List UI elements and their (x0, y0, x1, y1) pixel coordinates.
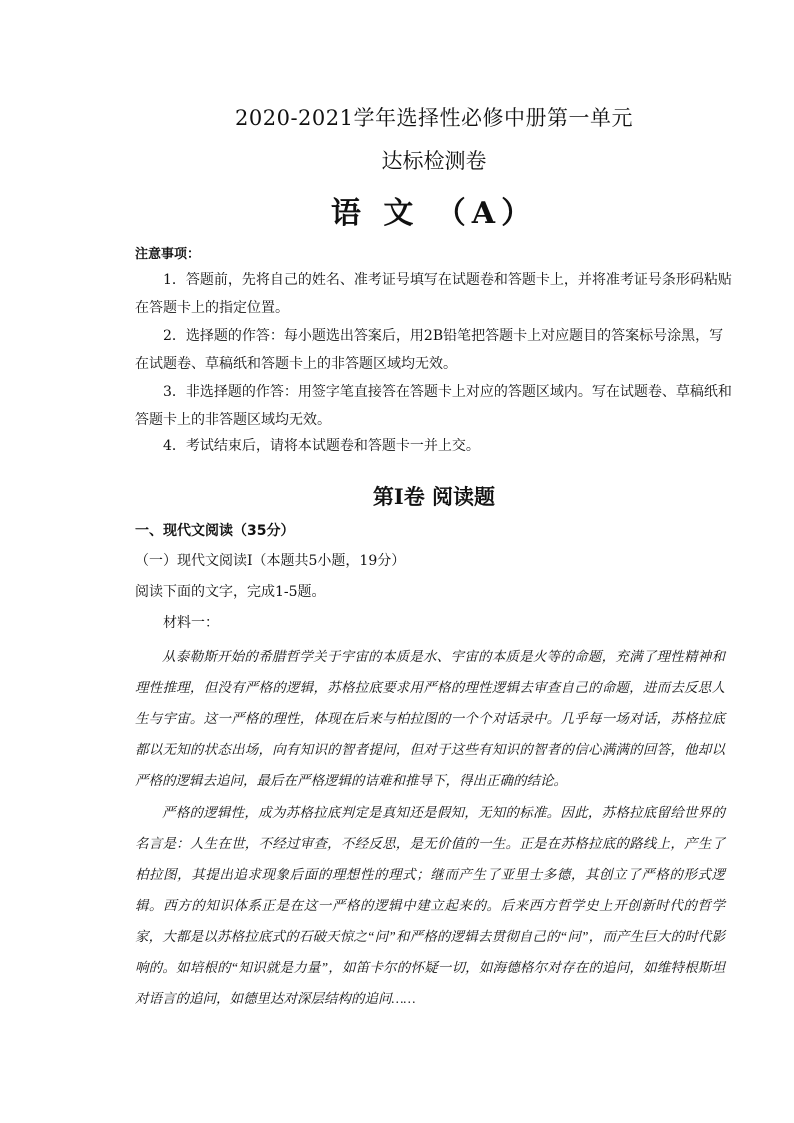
notice-item-3: 3．非选择题的作答：用签字笔直接答在答题卡上对应的答题区域内。写在试题卷、草稿纸和答题卡上的非答题区域均无效。 (135, 384, 732, 428)
subject-title: 语 文 （A） (330, 196, 538, 231)
exam-title: 2020-2021学年选择性必修中册第一单元 (235, 106, 633, 130)
exam-subtitle: 达标检测卷 (381, 149, 487, 173)
part1-heading: 一、现代文阅读（35分） (135, 523, 295, 539)
section-title: 第Ⅰ卷 阅读题 (372, 484, 496, 509)
notice-item-2: 2．选择题的作答：每小题选出答案后，用2B铅笔把答题卡上对应题目的答案标号涂黑，写在试题卷、草稿纸和答题卡上的非答题区域均无效。 (135, 328, 724, 372)
material-label: 材料一： (163, 615, 219, 631)
reading-instruction: 阅读下面的文字，完成1-5题。 (135, 584, 326, 600)
notice-heading: 注意事项： (135, 247, 201, 262)
part1-subheading: （一）现代文阅读Ⅰ（本题共5小题，19分） (135, 553, 406, 569)
material-paragraph-2: 严格的逻辑性，成为苏格拉底判定是真知还是假知，无知的标准。因此，苏格拉底留给世界的名言是：人生在世，不经过审查，不经反思，是无价值的一生。正是在苏格拉底的路线上，产生了柏拉图，其提出追求现象后面的理想性的理式；继而产生了亚里士多德，其创立了严格的形式逻辑。西方的知识体系正是在这一严格的逻辑中建立起来的。后来西方哲学史上开创新时代的哲学家，大都是以苏格拉底式的石破天惊之“问”和严格的逻辑去贯彻自己的“问”，而产生巨大的时代影响的。如培根的“知识就是力量”，如笛卡尔的怀疑一切，如海德格尔对存在的追问，如维特根斯坦对语言的追问，如德里达对深层结构的追问…… (135, 805, 725, 1006)
material-paragraph-1: 从泰勒斯开始的希腊哲学关于宇宙的本质是水、宇宙的本质是火等的命题，充满了理性精神和理性推理，但没有严格的逻辑，苏格拉底要求用严格的理性逻辑去审查自己的命题，进而去反思人生与宇宙。这一严格的理性，体现在后来与柏拉图的一个个对话录中。几乎每一场对话，苏格拉底都以无知的状态出场，向有知识的智者提问，但对于这些有知识的智者的信心满满的回答，他却以严格的逻辑去追问，最后在严格逻辑的诘难和推导下，得出正确的结论。 (135, 649, 725, 788)
notice-item-4: 4．考试结束后，请将本试题卷和答题卡一并上交。 (163, 438, 480, 454)
notice-item-1: 1．答题前，先将自己的姓名、准考证号填写在试题卷和答题卡上，并将准考证号条形码粘贴在答题卡上的指定位置。 (135, 272, 732, 316)
